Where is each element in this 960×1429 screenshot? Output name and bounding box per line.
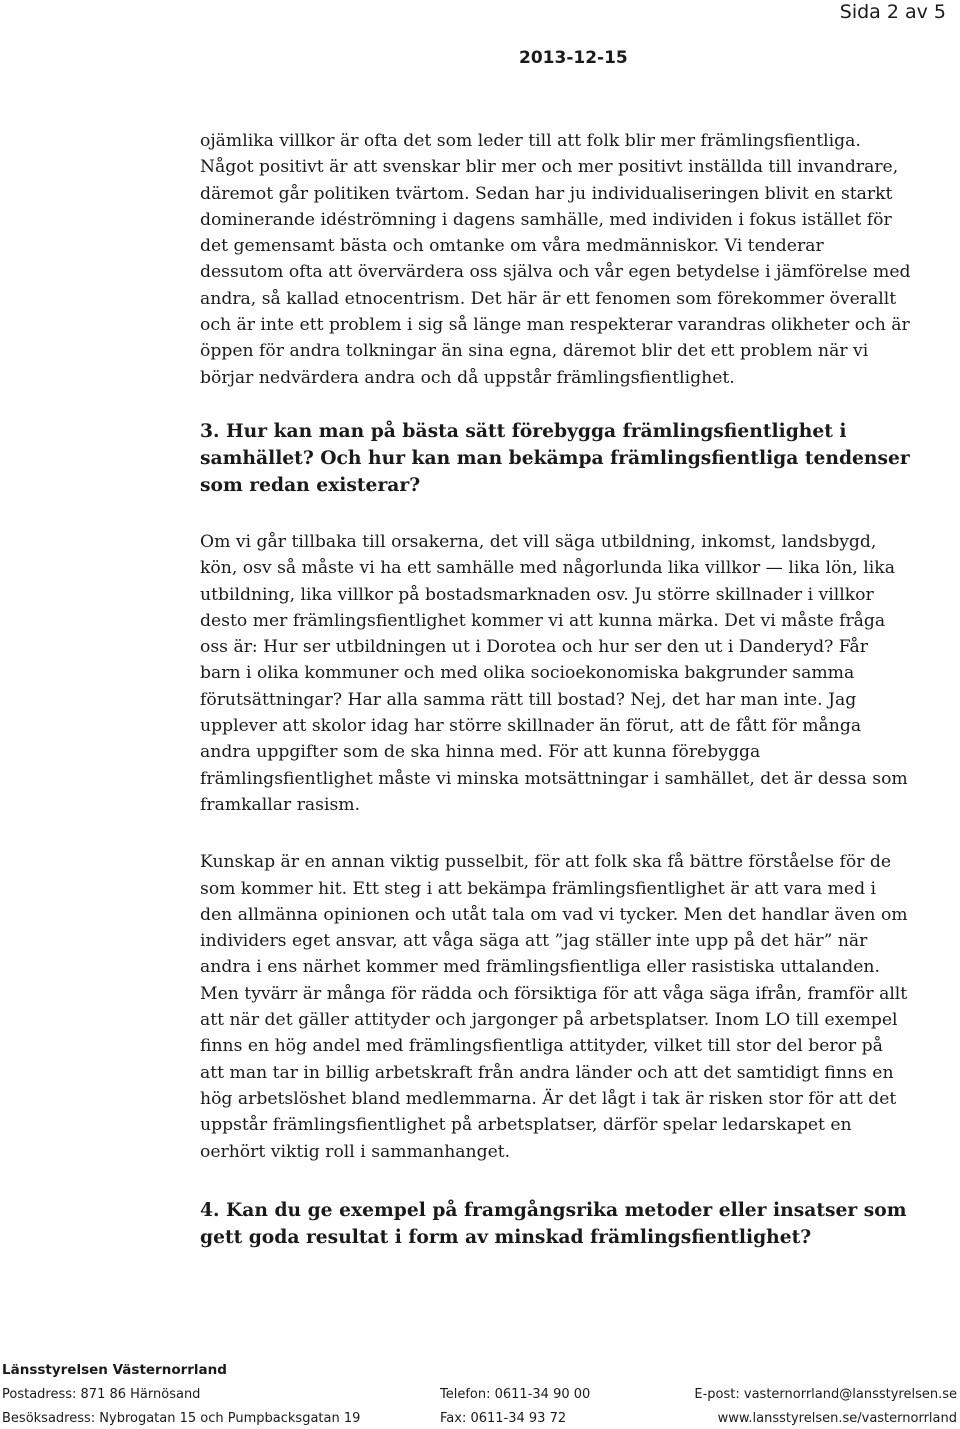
paragraph-prevention: Om vi går tillbaka till orsakerna, det vill säga utbildning, inkomst, landsbygd, kön, osv så måste vi ha ett samhälle med någorlunda lika villkor — lika lön, lika utbildning, lika villkor på bostadsmarknaden osv. Ju större skillnader i villkor desto mer främlingsfientlighet kommer vi att kunna märka. Det vi måste fråga oss är: Hur ser utbildningen ut i Dorotea och hur ser den ut i Danderyd? Får barn i olika kommuner och med olika socioekonomiska bakgrunder samma förutsättningar? Har alla samma rätt till bostad? Nej, det har man inte. Jag upplever att skolor idag har större skillnader än förut, att de fått för många andra uppgifter som de ska hinna med. För att kunna förebygga främlingsfientlighet måste vi minska motsättningar i samhället, det är dessa som framkallar rasism. <box>200 531 908 815</box>
question-4-heading: 4. Kan du ge exempel på framgångsrika metoder eller insatser som gett goda resultat i form av minskad främlingsfientlighet? <box>200 1198 907 1248</box>
spacer <box>200 391 912 418</box>
footer-phone: Telefon: 0611-34 90 00 <box>440 1387 591 1402</box>
paragraph-knowledge: Kunskap är en annan viktig pusselbit, för att folk ska få bättre förståelse för de som kommer hit. Ett steg i att bekämpa främlingsfientlighet är att vara med i den allmänna opinionen och utåt tala om vad vi tycker. Men det handlar även om individers eget ansvar, att våga säga att ”jag ställer inte upp på det här” när andra i ens närhet kommer med främlingsfientliga eller rasistiska uttalanden. Men tyvärr är många för rädda och försiktiga för att våga säga ifrån, framför allt att när det gäller attityder och jargonger på arbetsplatser. Inom LO till exempel finns en hög andel med främlingsfientliga attityder, vilket till stor del beror på att man tar in billig arbetskraft från andra länder och att det samtidigt finns en hög arbetslöshet bland medlemmarna. Är det lågt i tak är risken stor för att det uppstår främlingsfientlighet på arbetsplatser, därför spelar ledarskapet en oerhört viktig roll i sammanhanget. <box>200 852 908 1162</box>
document-date: 2013-12-15 <box>519 48 628 68</box>
spacer <box>200 818 912 849</box>
footer-visiting-address: Besöksadress: Nybrogatan 15 och Pumpbacksgatan 19 <box>2 1411 361 1426</box>
footer-fax: Fax: 0611-34 93 72 <box>440 1411 567 1426</box>
document-body <box>200 128 912 1251</box>
question-3-heading: 3. Hur kan man på bästa sätt förebygga främlingsfientlighet i samhället? Och hur kan man bekämpa främlingsfientliga tendenser som redan existerar? <box>200 419 910 496</box>
footer-website[interactable]: www.lansstyrelsen.se/vasternorrland <box>717 1411 957 1426</box>
footer-organization: Länsstyrelsen Västernorrland <box>2 1362 227 1378</box>
footer-postal-address: Postadress: 871 86 Härnösand <box>2 1387 201 1402</box>
page-number: Sida 2 av 5 <box>839 1 946 23</box>
spacer <box>200 499 912 529</box>
paragraph-causes: ojämlika villkor är ofta det som leder till att folk blir mer främlingsfientliga. Något positivt är att svenskar blir mer och mer positivt inställda till invandrare, däremot går politiken tvärtom. Sedan har ju individualiseringen blivit en starkt dominerande idéströmning i dagens samhälle, med individen i fokus istället för det gemensamt bästa och omtanke om våra medmänniskor. Vi tenderar dessutom ofta att övervärdera oss själva och vår egen betydelse i jämförelse med andra, så kallad etnocentrism. Det här är ett fenomen som förekommer överallt och är inte ett problem i sig så länge man respekterar varandras olikheter och är öppen för andra tolkningar än sina egna, däremot blir det ett problem när vi börjar nedvärdera andra och då uppstår främlingsfientlighet. <box>200 131 911 388</box>
footer-email[interactable]: E-post: vasternorrland@lansstyrelsen.se <box>694 1387 957 1402</box>
spacer <box>200 1165 912 1197</box>
